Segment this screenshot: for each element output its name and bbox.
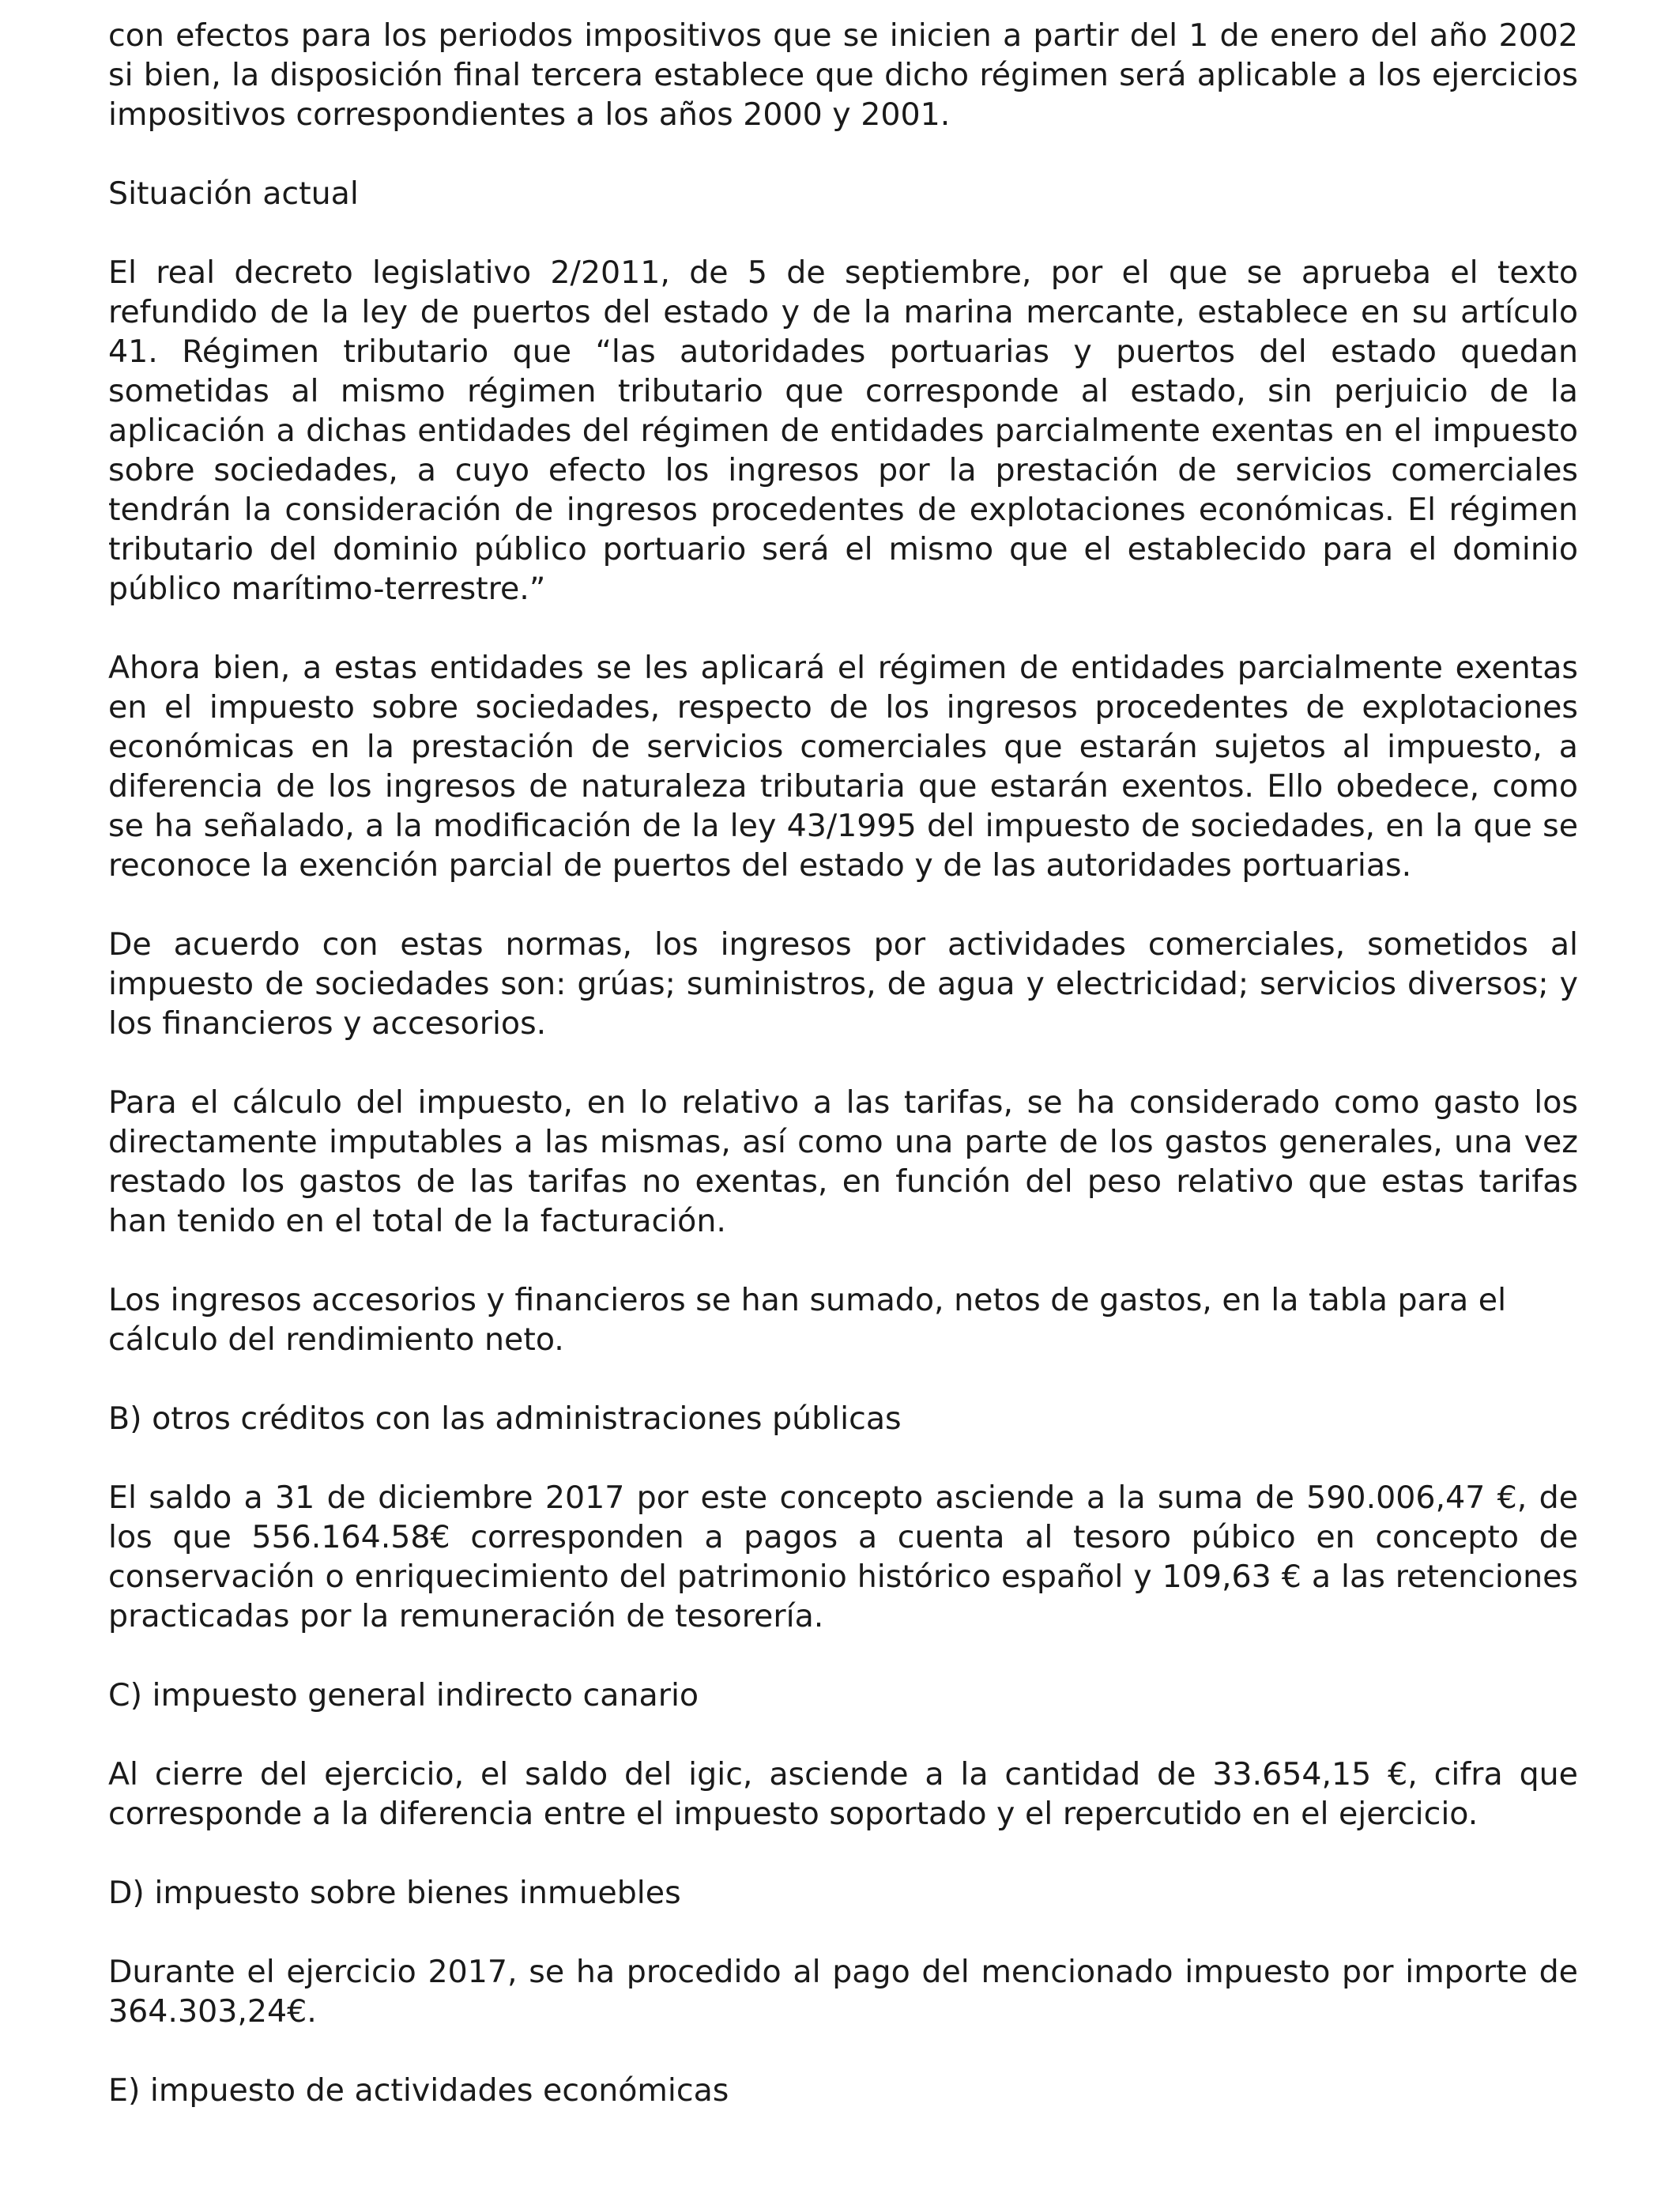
section-heading-ibi: D) impuesto sobre bienes inmuebles: [108, 1875, 681, 1911]
section-heading-situacion-actual: Situación actual: [108, 175, 359, 212]
paragraph-de-acuerdo: De acuerdo con estas normas, los ingresos por actividades comerciales, sometidos al impuesto de sociedades son: grúas; suministros, de agua y electricidad; servicios diversos; y los financieros y accesorios.: [108, 926, 1578, 1042]
paragraph-cierre-ejercicio: Al cierre del ejercicio, el saldo del igic, asciende a la cantidad de 33.654,15 €, cifra que corresponde a la diferencia entre el impuesto soportado y el repercutido en el ejercicio.: [108, 1756, 1578, 1832]
paragraph-ahora-bien: Ahora bien, a estas entidades se les aplicará el régimen de entidades parcialmente exentas en el impuesto sobre sociedades, respecto de los ingresos procedentes de explotaciones económicas en la prestación de servicios comerciales que estarán sujetos al impuesto, a diferencia de los ingresos de naturaleza tributaria que estarán exentos. Ello obedece, como se ha señalado, a la modificación de la ley 43/1995 del impuesto de sociedades, en la que se reconoce la exención parcial de puertos del estado y de las autoridades portuarias.: [108, 650, 1578, 884]
paragraph-intro-continuation: con efectos para los periodos impositivos que se inicien a partir del 1 de enero del año 2002 si bien, la disposición final tercera establece que dicho régimen será aplicable a los ejercicios impositivos correspondientes a los años 2000 y 2001.: [108, 17, 1578, 133]
paragraph-ingresos-accesorios: Los ingresos accesorios y financieros se han sumado, netos de gastos, en la tabla para el cálculo del rendimiento neto.: [108, 1282, 1507, 1358]
paragraph-pago-impuesto: Durante el ejercicio 2017, se ha procedido al pago del mencionado impuesto por importe de 364.303,24€.: [108, 1954, 1578, 2030]
section-heading-otros-creditos: B) otros créditos con las administraciones públicas: [108, 1400, 902, 1437]
paragraph-saldo-diciembre: El saldo a 31 de diciembre 2017 por este concepto asciende a la suma de 590.006,47 €, de los que 556.164.58€ corresponden a pagos a cuenta al tesoro púbico en concepto de conservación o enriquecimiento del patrimonio histórico español y 109,63 € a las retenciones practicadas por la remuneración de tesorería.: [108, 1480, 1578, 1634]
paragraph-calculo-impuesto: Para el cálculo del impuesto, en lo relativo a las tarifas, se ha considerado como gasto los directamente imputables a las mismas, así como una parte de los gastos generales, una vez restado los gastos de las tarifas no exentas, en función del peso relativo que estas tarifas han tenido en el total de la facturación.: [108, 1084, 1578, 1239]
paragraph-real-decreto: El real decreto legislativo 2/2011, de 5 de septiembre, por el que se aprueba el texto refundido de la ley de puertos del estado y de la marina mercante, establece en su artículo 41. Régimen tributario que “las autoridades portuarias y puertos del estado quedan sometidas al mismo régimen tributario que corresponde al estado, sin perjuicio de la aplicación a dichas entidades del régimen de entidades parcialmente exentas en el impuesto sobre sociedades, a cuyo efecto los ingresos por la prestación de servicios comerciales tendrán la consideración de ingresos procedentes de explotaciones económicas. El régimen tributario del dominio público portuario será el mismo que el establecido para el dominio público marítimo-terrestre.”: [108, 254, 1578, 607]
document-page: [108, 16, 1578, 2150]
section-heading-iae: E) impuesto de actividades económicas: [108, 2072, 729, 2109]
section-heading-igic: C) impuesto general indirecto canario: [108, 1677, 699, 1713]
